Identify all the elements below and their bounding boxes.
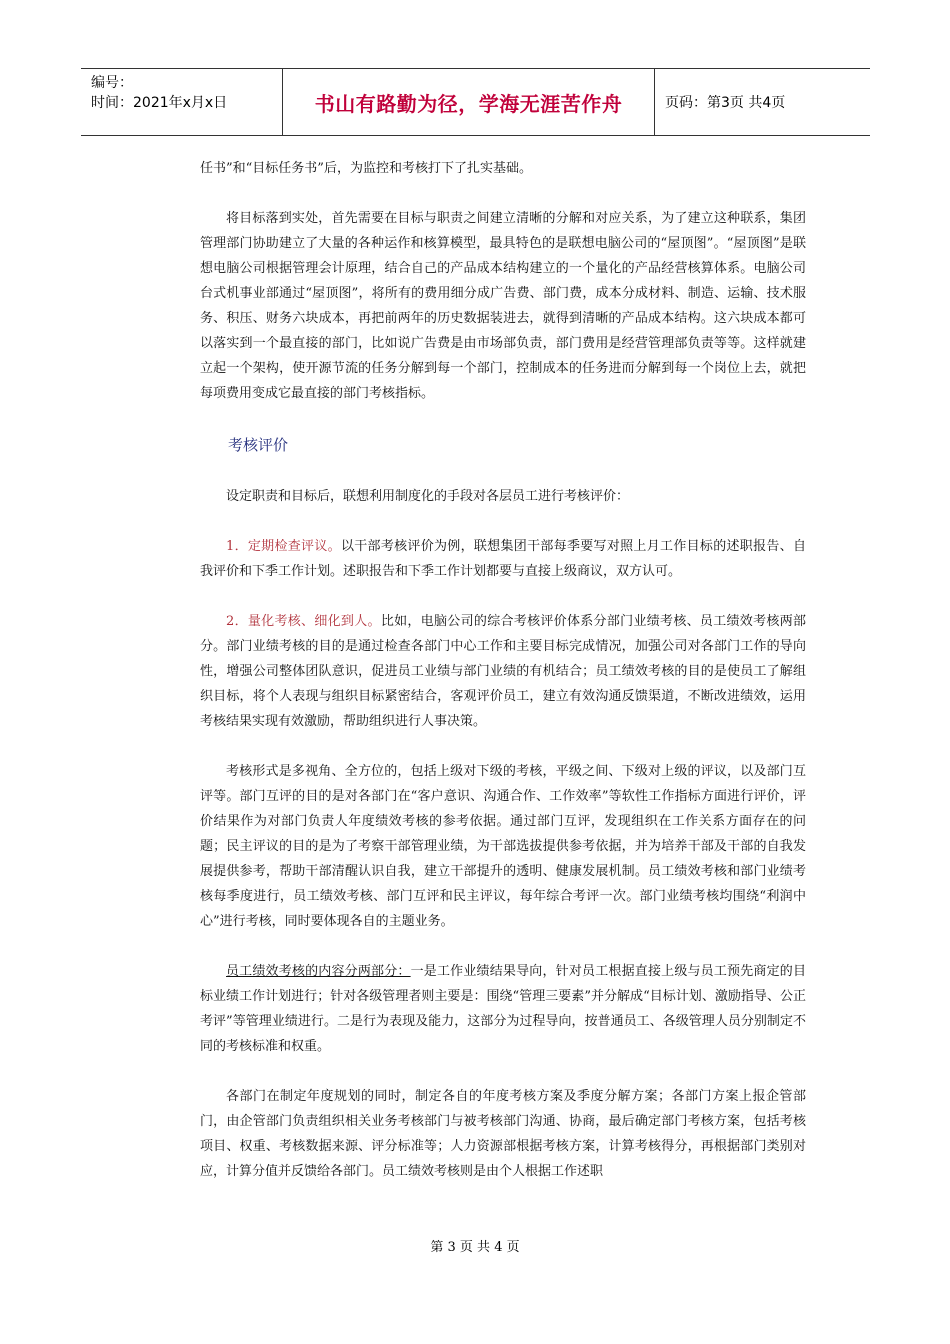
- document-date: 时间：2021年x月x日: [91, 95, 228, 111]
- item-1-lead: 1．定期检查评议。: [226, 539, 341, 554]
- paragraph-item-2: [200, 609, 806, 734]
- document-body: [200, 156, 806, 1184]
- performance-content-text: 一是工作业绩结果导向，针对员工根据直接上级与员工预先商定的目标业绩工作计划进行；针对各级管理者则主要是：围绕“管理三要素”并分解成“目标计划、激励指导、公正考评”等管理业绩进行。二是行为表现及能力，这部分为过程导向，按普通员工、各级管理人员分别制定不同的考核标准和权重。: [200, 964, 806, 1054]
- header-meta: [81, 69, 283, 135]
- header-motto: 书山有路勤为径，学海无涯苦作舟: [283, 69, 655, 135]
- document-number: 编号：: [91, 75, 133, 91]
- paragraph-continuation: 任书”和“目标任务书”后，为监控和考核打下了扎实基础。: [200, 161, 532, 176]
- section-heading: 考核评价: [228, 436, 289, 454]
- paragraph-item-1: [200, 534, 806, 584]
- paragraph-assessment-forms: 考核形式是多视角、全方位的，包括上级对下级的考核，平级之间、下级对上级的评议，以及部门互评等。部门互评的目的是对各部门在“客户意识、沟通合作、工作效率”等软性工作指标方面进行评价，评价结果作为对部门负责人年度绩效考核的参考依据。通过部门互评，发现组织在工作关系方面存在的问题；民主评议的目的是为了考察干部管理业绩，为干部选拔提供参考依据，并为培养干部及干部的自我发展提供参考，帮助干部清醒认识自我，建立干部提升的透明、健康发展机制。员工绩效考核和部门业绩考核每季度进行，员工绩效考核、部门互评和民主评议，每年综合考评一次。部门业绩考核均围绕“利润中心”进行考核，同时要体现各自的主题业务。: [200, 764, 806, 929]
- item-2-lead: 2．量化考核、细化到人。: [226, 614, 381, 629]
- paragraph-roof-diagram: 将目标落到实处，首先需要在目标与职责之间建立清晰的分解和对应关系，为了建立这种联系，集团管理部门协助建立了大量的各种运作和核算模型，最具特色的是联想电脑公司的“屋顶图”。“屋顶图”是联想电脑公司根据管理会计原理，结合自己的产品成本结构建立的一个量化的产品经营核算体系。电脑公司台式机事业部通过“屋顶图”，将所有的费用细分成广告费、部门费，成本分成材料、制造、运输、技术服务、积压、财务六块成本，再把前两年的历史数据装进去，就得到清晰的产品成本结构。这六块成本都可以落实到一个最直接的部门，比如说广告费是由市场部负责，部门费用是经营管理部负责等等。这样就建立起一个架构，使开源节流的任务分解到每一个部门，控制成本的任务进而分解到每一个岗位上去，就把每项费用变成它最直接的部门考核指标。: [200, 211, 806, 401]
- paragraph-intro: 设定职责和目标后，联想利用制度化的手段对各层员工进行考核评价：: [226, 489, 630, 504]
- underlined-lead: 员工绩效考核的内容分两部分：: [226, 964, 411, 979]
- item-2-text: 比如，电脑公司的综合考核评价体系分部门业绩考核、员工绩效考核两部分。部门业绩考核的目的是通过检查各部门中心工作和主要目标完成情况，加强公司对各部门工作的导向性，增强公司整体团队意识，促进员工业绩与部门业绩的有机结合；员工绩效考核的目的是使员工了解组织目标，将个人表现与组织目标紧密结合，客观评价员工，建立有效沟通反馈渠道，不断改进绩效，运用考核结果实现有效激励，帮助组织进行人事决策。: [200, 614, 806, 729]
- paragraph-performance-content: [200, 959, 806, 1059]
- paragraph-annual-plan: 各部门在制定年度规划的同时，制定各自的年度考核方案及季度分解方案；各部门方案上报企管部门，由企管部门负责组织相关业务考核部门与被考核部门沟通、协商，最后确定部门考核方案，包括考核项目、权重、考核数据来源、评分标准等；人力资源部根据考核方案，计算考核得分，再根据部门类别对应，计算分值并反馈给各部门。员工绩效考核则是由个人根据工作述职: [200, 1089, 806, 1179]
- item-1-text: 以干部考核评价为例，联想集团干部每季要写对照上月工作目标的述职报告、自我评价和下季工作计划。述职报告和下季工作计划都要与直接上级商议，双方认可。: [200, 539, 806, 579]
- header-page-number: 页码：第3页 共4页: [665, 95, 786, 111]
- page-header: [81, 68, 870, 136]
- page-footer: 第 3 页 共 4 页: [430, 1240, 520, 1255]
